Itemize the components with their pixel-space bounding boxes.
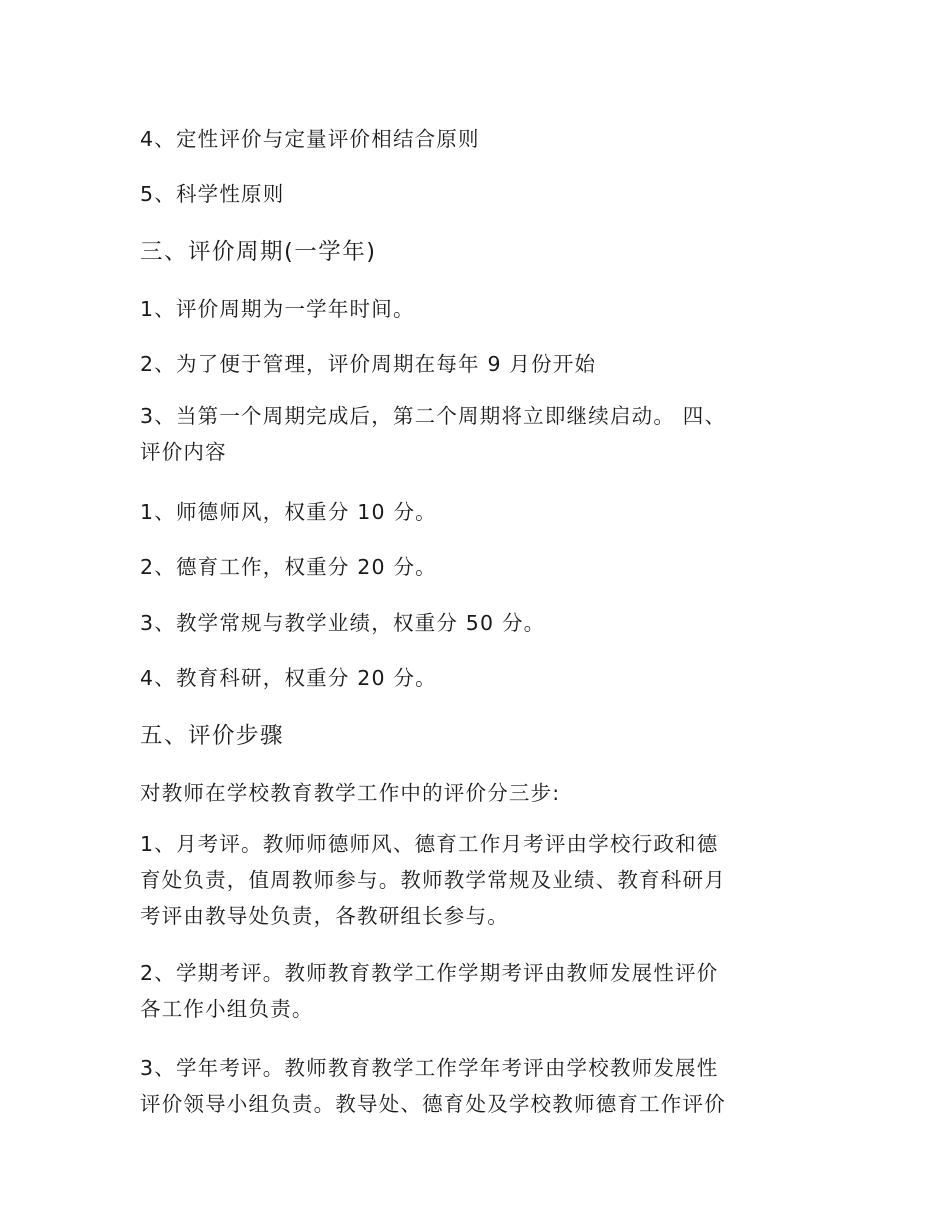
section-heading-steps: 五、评价步骤 [140,723,285,749]
step-2-paragraph [140,955,812,1027]
step-1-line-3: 考评由教导处负责，各教研组长参与。 [140,904,509,928]
principle-item-4: 4、定性评价与定量评价相结合原则 [140,127,480,151]
cycle-item-3-line-2: 评价内容 [140,440,227,464]
step-3-line-1: 3、学年考评。教师教育教学工作学年考评由学校教师发展性 [140,1056,719,1080]
content-item-3: 3、教学常规与教学业绩，权重分 50 分。 [140,611,546,635]
step-1-line-1: 1、月考评。教师师德师风、德育工作月考评由学校行政和德 [140,832,719,856]
step-1-paragraph [140,826,812,934]
content-item-1: 1、师德师风，权重分 10 分。 [140,500,437,524]
content-item-4: 4、教育科研，权重分 20 分。 [140,666,437,690]
principle-item-5: 5、科学性原则 [140,182,285,206]
step-3-line-2: 评价领导小组负责。教导处、德育处及学校教师德育工作评价 [140,1092,726,1116]
step-2-line-1: 2、学期考评。教师教育教学工作学期考评由教师发展性评价 [140,961,719,985]
content-item-2: 2、德育工作，权重分 20 分。 [140,555,437,579]
step-3-paragraph [140,1050,812,1122]
cycle-item-3 [140,398,812,470]
section-heading-cycle: 三、评价周期(一学年) [140,239,377,265]
cycle-item-2: 2、为了便于管理，评价周期在每年 9 月份开始 [140,352,597,376]
step-1-line-2: 育处负责，值周教师参与。教师教学常规及业绩、教育科研月 [140,868,726,892]
steps-intro: 对教师在学校教育教学工作中的评价分三步: [140,781,561,805]
step-2-line-2: 各工作小组负责。 [140,997,314,1021]
cycle-item-3-line-1: 3、当第一个周期完成后，第二个周期将立即继续启动。 四、 [140,404,727,428]
cycle-item-1: 1、评价周期为一学年时间。 [140,297,415,321]
